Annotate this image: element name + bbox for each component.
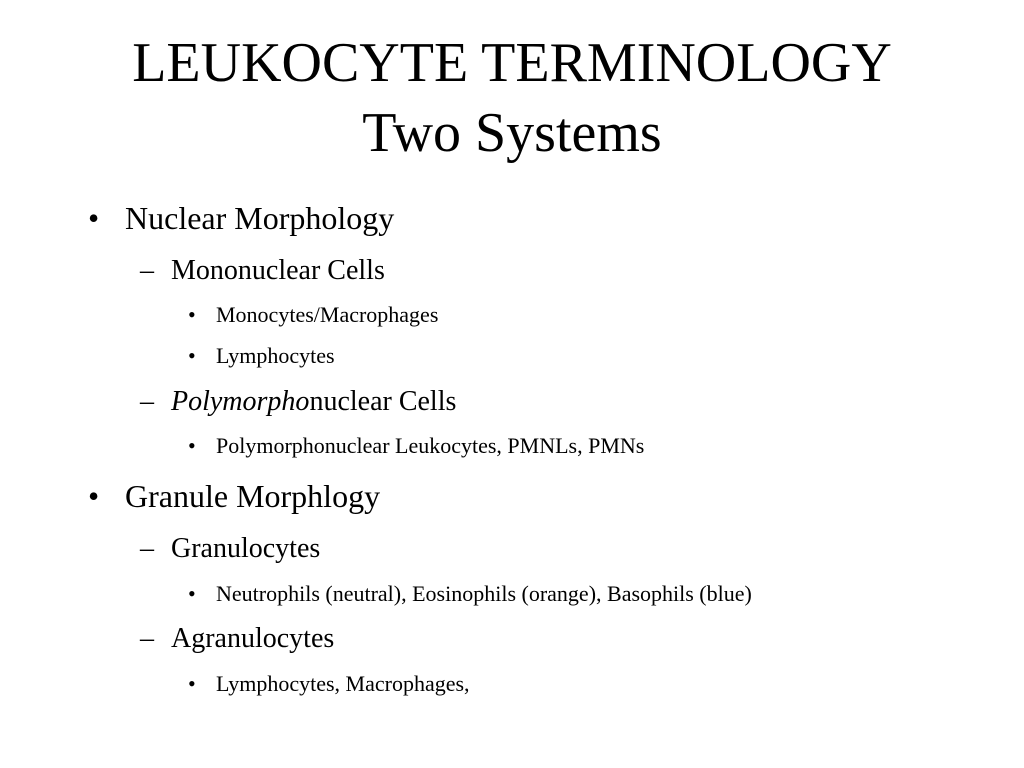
bullet-icon: • (188, 433, 196, 458)
dash-icon: – (140, 623, 154, 654)
bullet-icon: • (188, 671, 196, 696)
bullet-icon: • (88, 478, 100, 514)
dash-icon: – (140, 533, 154, 564)
italic-prefix: Polymorpho (171, 386, 310, 417)
detail-text: Lymphocytes (216, 343, 335, 368)
bullet-icon: • (88, 200, 100, 236)
bullet-icon: • (188, 302, 196, 327)
detail-text: Polymorphonuclear Leukocytes, PMNLs, PMNs (216, 433, 645, 458)
slide-title (0, 28, 1024, 168)
subitem-text: Agranulocytes (171, 623, 335, 654)
title-line-1: LEUKOCYTE TERMINOLOGY (132, 32, 892, 94)
bullet-text: Nuclear Morphology (125, 200, 395, 236)
bullet-icon: • (188, 581, 196, 606)
plain-suffix: nuclear Cells (309, 386, 457, 417)
detail-text: Lymphocytes, Macrophages, (216, 671, 470, 696)
dash-icon: – (140, 386, 154, 417)
subitem-text: Granulocytes (171, 533, 321, 564)
bullet-icon: • (188, 343, 196, 368)
title-line-2: Two Systems (362, 102, 662, 164)
dash-icon: – (140, 255, 154, 286)
detail-text: Monocytes/Macrophages (216, 302, 439, 327)
subitem-text (171, 386, 456, 418)
bullet-text: Granule Morphlogy (125, 478, 381, 514)
subitem-text: Mononuclear Cells (171, 255, 385, 286)
detail-text: Neutrophils (neutral), Eosinophils (orange), Basophils (blue) (216, 581, 752, 606)
